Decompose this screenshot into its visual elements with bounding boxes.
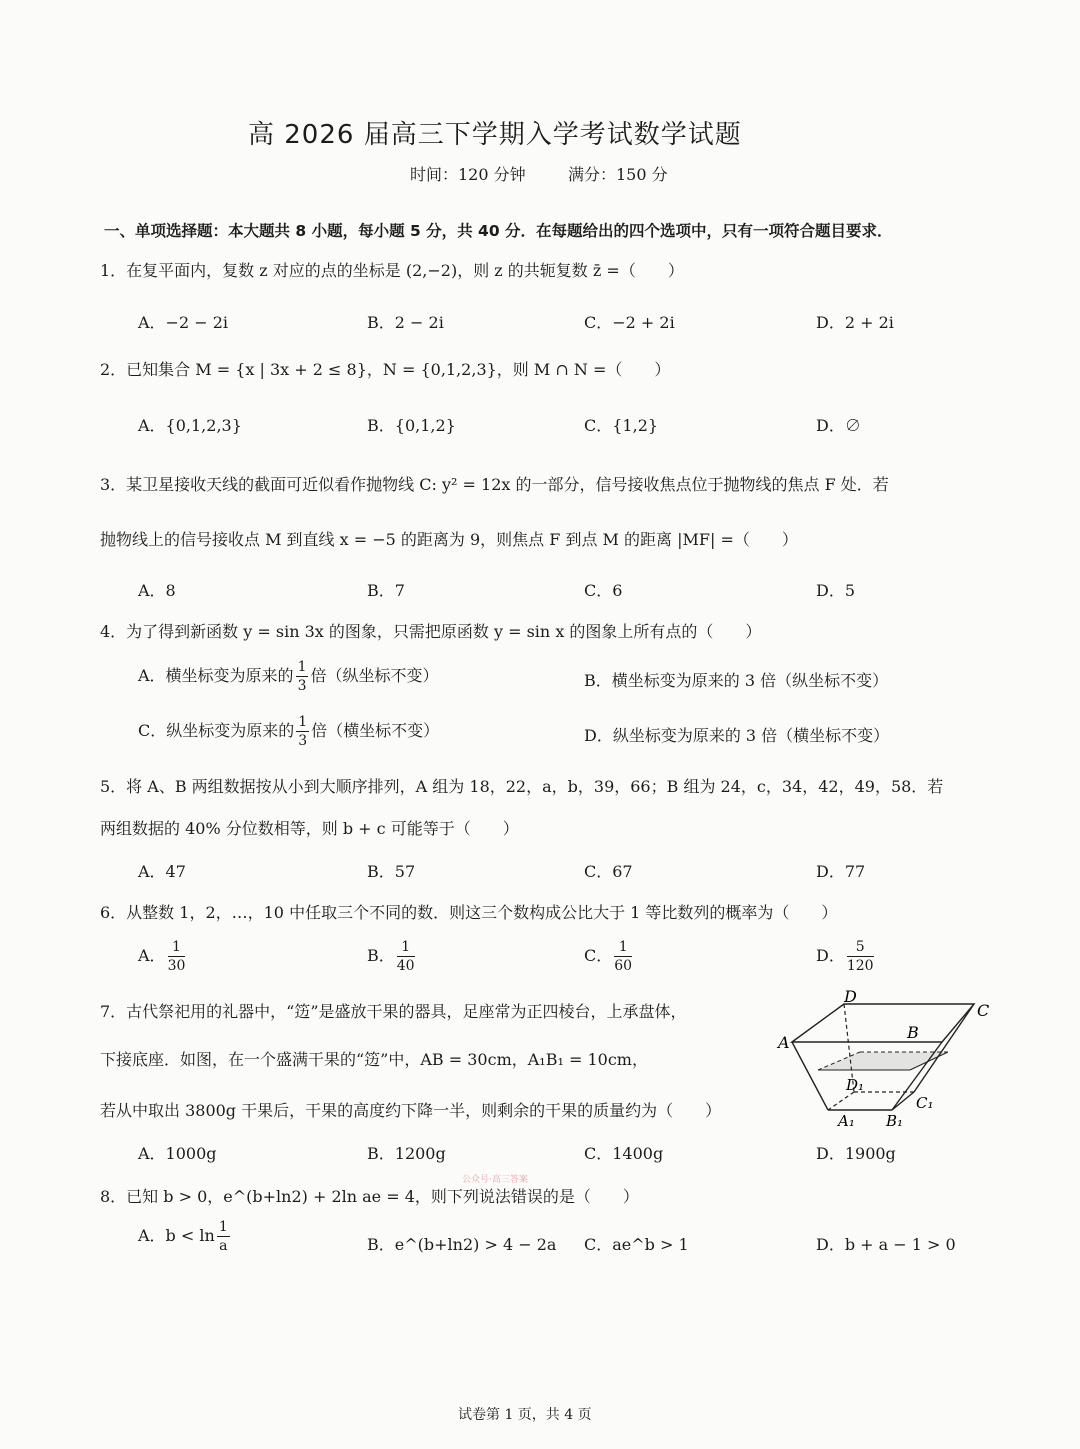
question-6-option-a: A． $\frac{1}{30}$ (138, 939, 186, 974)
fraction: $\frac{1}{a}$ (218, 1219, 228, 1254)
edge-d1a1 (828, 1092, 854, 1110)
question-4-option-a: A．横坐标变为原来的 $\frac{1}{3}$ 倍（纵坐标不变） (138, 659, 439, 694)
label-d: D (844, 990, 857, 1006)
question-3-option-c: C．6 (584, 581, 623, 600)
question-1-option-d: D．2 + 2i (816, 313, 894, 332)
question-8-option-c: C．ae^b > 1 (584, 1235, 689, 1254)
question-7-option-d: D．1900g (816, 1144, 896, 1163)
question-5-option-c: C．67 (584, 862, 633, 881)
frustum-figure (772, 990, 997, 1130)
fraction: $\frac{1}{3}$ (298, 714, 308, 749)
question-7-option-a: A．1000g (138, 1144, 217, 1163)
label-d1: D₁ (846, 1076, 865, 1094)
fraction: $\frac{1}{30}$ (167, 939, 186, 974)
question-5-stem-line-1: 5．将 A、B 两组数据按从小到大顺序排列，A 组为 18，22，a，b，39，66；B 组为 24，c，34，42，49，58．若 (100, 777, 944, 796)
question-7-option-b: B．1200g (367, 1144, 446, 1163)
question-5-stem-line-2: 两组数据的 40% 分位数相等，则 b + c 可能等于（ ） (100, 819, 519, 838)
page-footer: 试卷第 1 页，共 4 页 (458, 1407, 592, 1423)
question-6-option-c: C． $\frac{1}{60}$ (584, 939, 633, 974)
label-b1: B₁ (886, 1112, 904, 1130)
question-7-stem-line-3: 若从中取出 3800g 干果后，干果的高度约下降一半，则剩余的干果的质量约为（ ） (100, 1101, 722, 1120)
question-4-stem: 4．为了得到新函数 y = sin 3x 的图象，只需把原函数 y = sin x 的图象上所有点的（ ） (100, 622, 762, 641)
fraction: $\frac{5}{120}$ (846, 939, 874, 974)
question-3-stem-line-2: 抛物线上的信号接收点 M 到直线 x = −5 的距离为 9，则焦点 F 到点 M 的距离 |MF| =（ ） (100, 530, 798, 549)
label-b: B (907, 1023, 919, 1042)
question-3-stem-line-1: 3．某卫星接收天线的截面可近似看作抛物线 C: y² = 12x 的一部分，信号接收焦点位于抛物线的焦点 F 处．若 (100, 475, 889, 494)
question-4-option-c: C．纵坐标变为原来的 $\frac{1}{3}$ 倍（横坐标不变） (138, 714, 440, 749)
label-c1: C₁ (916, 1094, 934, 1112)
question-1-option-c: C．−2 + 2i (584, 313, 675, 332)
question-7-option-c: C．1400g (584, 1144, 664, 1163)
fraction: $\frac{1}{3}$ (297, 659, 307, 694)
exam-time: 时间：120 分钟 (410, 165, 526, 184)
question-8-stem: 8．已知 b > 0，e^(b+ln2) + 2ln ae = 4，则下列说法错误的是（ ） (100, 1187, 639, 1206)
edge-cc1 (914, 1004, 974, 1092)
question-3-option-b: B．7 (367, 581, 405, 600)
question-3-option-a: A．8 (138, 581, 176, 600)
fraction: $\frac{1}{60}$ (614, 939, 633, 974)
question-6-option-b: B． $\frac{1}{40}$ (367, 939, 415, 974)
top-face (792, 1004, 974, 1042)
question-2-option-b: B．{0,1,2} (367, 416, 456, 435)
exam-full-score: 满分：150 分 (568, 165, 668, 184)
question-1-stem: 1．在复平面内，复数 z 对应的点的坐标是 (2,−2)，则 z 的共轭复数 z̄ =（ ） (100, 261, 684, 280)
question-3-option-d: D．5 (816, 581, 856, 600)
page-title: 高 2026 届高三下学期入学考试数学试题 (248, 120, 742, 150)
question-6-option-d: D． $\frac{5}{120}$ (816, 939, 874, 974)
question-6-stem: 6．从整数 1，2，…，10 中任取三个不同的数．则这三个数构成公比大于 1 等比数列的概率为（ ） (100, 903, 838, 922)
edge-aa1 (792, 1042, 828, 1110)
question-2-option-d: D．∅ (816, 416, 861, 435)
section-heading: 一、单项选择题：本大题共 8 小题，每小题 5 分，共 40 分．在每题给出的四个选项中，只有一项符合题目要求． (104, 222, 893, 240)
watermark: 公众号·高三答案 (462, 1175, 528, 1185)
question-8-option-d: D．b + a − 1 > 0 (816, 1235, 956, 1254)
question-2-stem: 2．已知集合 M = {x | 3x + 2 ≤ 8}，N = {0,1,2,3}，则 M ∩ N =（ ） (100, 360, 671, 379)
fraction: $\frac{1}{40}$ (396, 939, 415, 974)
label-a: A (778, 1033, 790, 1052)
question-7-stem-line-2: 下接底座．如图，在一个盛满干果的“笾”中，AB = 30cm，A₁B₁ = 10cm， (100, 1050, 648, 1069)
question-2-option-a: A．{0,1,2,3} (138, 416, 242, 435)
question-5-option-b: B．57 (367, 862, 416, 881)
question-8-option-a: A．b < ln $\frac{1}{a}$ (138, 1219, 228, 1254)
question-2-option-c: C．{1,2} (584, 416, 659, 435)
label-a1: A₁ (838, 1112, 855, 1130)
question-4-option-d: D．纵坐标变为原来的 3 倍（横坐标不变） (584, 726, 890, 745)
question-1-option-a: A．−2 − 2i (138, 313, 229, 332)
label-c: C (977, 1001, 990, 1020)
question-5-option-d: D．77 (816, 862, 866, 881)
question-5-option-a: A．47 (138, 862, 186, 881)
question-1-option-b: B．2 − 2i (367, 313, 444, 332)
question-8-option-b: B．e^(b+ln2) > 4 − 2a (367, 1235, 557, 1254)
question-4-option-b: B．横坐标变为原来的 3 倍（纵坐标不变） (584, 671, 889, 690)
question-7-stem-line-1: 7．古代祭祀用的礼器中，“笾”是盛放干果的器具，足座常为正四棱台，上承盘体， (100, 1002, 687, 1021)
